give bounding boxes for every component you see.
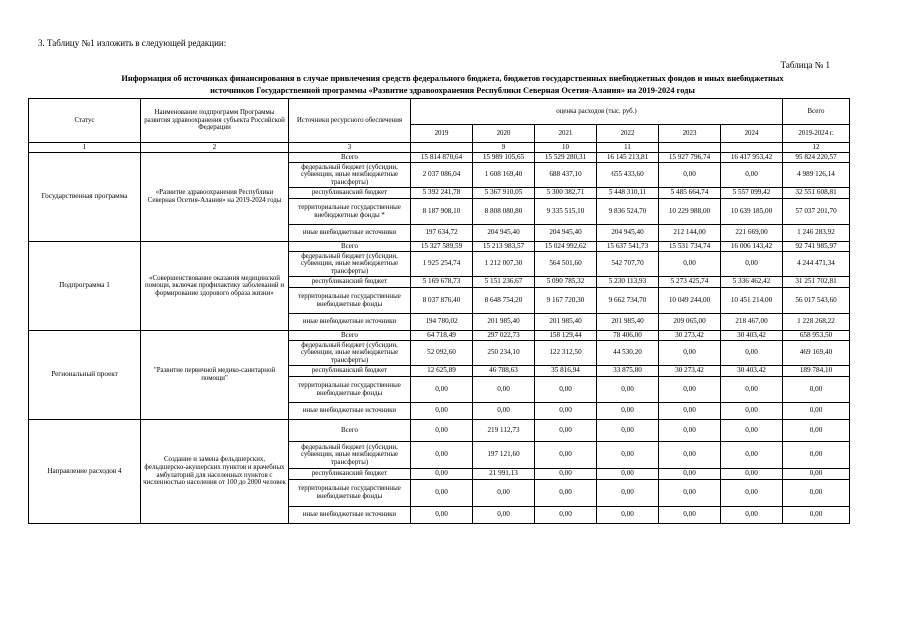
- value-cell: 201 985,40: [597, 314, 659, 331]
- value-cell: 209 065,00: [659, 314, 721, 331]
- row-program-name: «Совершенствование оказания медицинской помощи, включая профилактику заболеваний и формирование здорового образа жизни»: [141, 242, 289, 331]
- value-cell: 30 273,42: [659, 366, 721, 377]
- header-total: Всего: [783, 99, 850, 125]
- value-cell: 9 335 515,10: [535, 199, 597, 225]
- value-cell: 95 824 220,57: [783, 153, 850, 163]
- value-cell: 30 273,42: [659, 331, 721, 341]
- value-cell: 15 531 734,74: [659, 242, 721, 252]
- value-cell: 0,00: [721, 480, 783, 507]
- value-cell: 0,00: [783, 420, 850, 442]
- value-cell: 204 945,40: [473, 225, 535, 242]
- value-cell: 5 557 099,42: [721, 188, 783, 199]
- value-cell: 8 037 876,40: [411, 288, 473, 314]
- value-cell: 0,00: [473, 480, 535, 507]
- value-cell: 4 244 471,34: [783, 252, 850, 277]
- row-status: Региональный проект: [29, 331, 141, 420]
- source-label: республиканский бюджет: [289, 366, 411, 377]
- value-cell: 542 707,70: [597, 252, 659, 277]
- value-cell: 0,00: [721, 420, 783, 442]
- value-cell: 8 648 754,20: [473, 288, 535, 314]
- value-cell: 8 187 908,10: [411, 199, 473, 225]
- value-cell: 194 780,02: [411, 314, 473, 331]
- value-cell: 0,00: [473, 377, 535, 403]
- value-cell: 189 784,10: [783, 366, 850, 377]
- value-cell: 1 212 007,30: [473, 252, 535, 277]
- source-label: федеральный бюджет (субсидии, субвенции, иные межбюджетные трансферты): [289, 252, 411, 277]
- value-cell: 64 718,49: [411, 331, 473, 341]
- source-label: Всего: [289, 242, 411, 252]
- title-line-2: источников Государственной программы «Развитие здравоохранения Республики Северная Осетия-Алания» на 2019-2024 годы: [210, 86, 695, 95]
- value-cell: 0,00: [597, 403, 659, 420]
- value-cell: 30 403,42: [721, 331, 783, 341]
- source-label: иные внебюджетные источники: [289, 507, 411, 524]
- source-label: федеральный бюджет (субсидии, субвенции, иные межбюджетные трансферты): [289, 442, 411, 469]
- source-label: республиканский бюджет: [289, 469, 411, 480]
- column-number: [411, 143, 473, 153]
- value-cell: 10 229 988,00: [659, 199, 721, 225]
- value-cell: 0,00: [721, 507, 783, 524]
- row-program-name: "Развитие первичной медико-санитарной помощи": [141, 331, 289, 420]
- value-cell: 8 808 080,80: [473, 199, 535, 225]
- intro-text: 3. Таблицу №1 изложить в следующей редакции:: [38, 38, 227, 48]
- table-row: [29, 420, 850, 442]
- value-cell: 218 467,00: [721, 314, 783, 331]
- source-label: иные внебюджетные источники: [289, 314, 411, 331]
- value-cell: 5 273 425,74: [659, 277, 721, 288]
- source-label: иные внебюджетные источники: [289, 225, 411, 242]
- value-cell: 0,00: [411, 377, 473, 403]
- row-status: Подпрограмма 1: [29, 242, 141, 331]
- value-cell: 10 451 214,00: [721, 288, 783, 314]
- value-cell: 5 090 785,32: [535, 277, 597, 288]
- value-cell: 1 925 254,74: [411, 252, 473, 277]
- header-name: Наименование подпрограмм Программы развития здравоохранения субъекта Российской Федерации: [141, 99, 289, 143]
- source-label: территориальные государственные внебюджетные фонды: [289, 288, 411, 314]
- value-cell: 1 228 268,22: [783, 314, 850, 331]
- value-cell: 16 417 953,42: [721, 153, 783, 163]
- value-cell: 21 991,13: [473, 469, 535, 480]
- value-cell: 0,00: [597, 507, 659, 524]
- value-cell: 15 529 280,31: [535, 153, 597, 163]
- value-cell: 197 121,60: [473, 442, 535, 469]
- column-number: [659, 143, 721, 153]
- header-total-period: 2019-2024 г.: [783, 125, 850, 143]
- value-cell: 15 327 589,59: [411, 242, 473, 252]
- value-cell: 469 169,40: [783, 341, 850, 366]
- value-cell: 56 017 543,60: [783, 288, 850, 314]
- source-label: Всего: [289, 153, 411, 163]
- column-number: 11: [597, 143, 659, 153]
- value-cell: 0,00: [411, 442, 473, 469]
- value-cell: 0,00: [535, 507, 597, 524]
- value-cell: 201 985,40: [473, 314, 535, 331]
- value-cell: 212 144,00: [659, 225, 721, 242]
- value-cell: 0,00: [659, 403, 721, 420]
- value-cell: 5 169 678,73: [411, 277, 473, 288]
- column-number: [721, 143, 783, 153]
- table-number: Таблица № 1: [780, 60, 830, 70]
- value-cell: 5 485 664,74: [659, 188, 721, 199]
- header-year: 2019: [411, 125, 473, 143]
- value-cell: 5 336 462,42: [721, 277, 783, 288]
- value-cell: 16 006 143,42: [721, 242, 783, 252]
- value-cell: 0,00: [721, 377, 783, 403]
- value-cell: 0,00: [411, 480, 473, 507]
- value-cell: 0,00: [659, 377, 721, 403]
- column-number: 3: [289, 143, 411, 153]
- table-row: [29, 153, 850, 163]
- row-status: Государственная программа: [29, 153, 141, 242]
- value-cell: 0,00: [783, 403, 850, 420]
- value-cell: 0,00: [721, 469, 783, 480]
- value-cell: 0,00: [535, 377, 597, 403]
- header-year: 2023: [659, 125, 721, 143]
- value-cell: 10 049 244,00: [659, 288, 721, 314]
- value-cell: 0,00: [721, 442, 783, 469]
- value-cell: 0,00: [411, 420, 473, 442]
- value-cell: 0,00: [411, 507, 473, 524]
- value-cell: 31 251 702,81: [783, 277, 850, 288]
- value-cell: 122 312,50: [535, 341, 597, 366]
- value-cell: 0,00: [535, 403, 597, 420]
- source-label: территориальные государственные внебюджетные фонды *: [289, 199, 411, 225]
- value-cell: 78 406,00: [597, 331, 659, 341]
- value-cell: 30 403,42: [721, 366, 783, 377]
- source-label: федеральный бюджет (субсидии, субвенции, иные межбюджетные трансферты): [289, 341, 411, 366]
- value-cell: 2 037 086,04: [411, 163, 473, 188]
- row-program-name: Создание и замена фельдшерских, фельдшерско-акушерских пунктов и врачебных амбулаторий для населенных пунктов с численностью населения от 100 до 2000 человек: [141, 420, 289, 524]
- value-cell: 564 501,60: [535, 252, 597, 277]
- value-cell: 0,00: [659, 507, 721, 524]
- source-label: Всего: [289, 331, 411, 341]
- value-cell: 0,00: [535, 420, 597, 442]
- value-cell: 46 788,63: [473, 366, 535, 377]
- value-cell: 9 836 524,70: [597, 199, 659, 225]
- title-line-1: Информация об источниках финансирования в случае привлечения средств федерального бюджета, бюджетов государственных внебюджетных фондов и иных внебюджетных: [121, 74, 784, 83]
- value-cell: 15 637 541,73: [597, 242, 659, 252]
- value-cell: 0,00: [411, 469, 473, 480]
- value-cell: 15 024 992,62: [535, 242, 597, 252]
- value-cell: 297 022,73: [473, 331, 535, 341]
- header-year: 2022: [597, 125, 659, 143]
- value-cell: 15 927 796,74: [659, 153, 721, 163]
- header-estimate: оценка расходов (тыс. руб.): [411, 99, 783, 125]
- column-number: 9: [473, 143, 535, 153]
- value-cell: 35 816,94: [535, 366, 597, 377]
- value-cell: 5 151 236,67: [473, 277, 535, 288]
- value-cell: 0,00: [535, 469, 597, 480]
- value-cell: 0,00: [659, 420, 721, 442]
- value-cell: 52 092,60: [411, 341, 473, 366]
- source-label: федеральный бюджет (субсидии, субвенции, иные межбюджетные трансферты): [289, 163, 411, 188]
- value-cell: 4 989 126,14: [783, 163, 850, 188]
- value-cell: 57 037 201,70: [783, 199, 850, 225]
- value-cell: 0,00: [659, 252, 721, 277]
- source-label: территориальные государственные внебюджетные фонды: [289, 480, 411, 507]
- table-row: [29, 331, 850, 341]
- header-year: 2021: [535, 125, 597, 143]
- row-status: Направление расходов 4: [29, 420, 141, 524]
- value-cell: 0,00: [597, 480, 659, 507]
- value-cell: 15 814 870,64: [411, 153, 473, 163]
- value-cell: 204 945,40: [597, 225, 659, 242]
- column-number: 1: [29, 143, 141, 153]
- header-year: 2024: [721, 125, 783, 143]
- table-title: [30, 73, 875, 97]
- value-cell: 250 234,10: [473, 341, 535, 366]
- value-cell: 0,00: [783, 480, 850, 507]
- value-cell: 0,00: [473, 507, 535, 524]
- financing-table: [28, 98, 850, 524]
- column-number: 10: [535, 143, 597, 153]
- header-year: 2020: [473, 125, 535, 143]
- value-cell: 33 875,80: [597, 366, 659, 377]
- value-cell: 44 530,20: [597, 341, 659, 366]
- source-label: иные внебюджетные источники: [289, 403, 411, 420]
- value-cell: 658 953,50: [783, 331, 850, 341]
- source-label: республиканский бюджет: [289, 188, 411, 199]
- value-cell: 0,00: [659, 341, 721, 366]
- value-cell: 0,00: [659, 480, 721, 507]
- value-cell: 12 625,89: [411, 366, 473, 377]
- value-cell: 0,00: [597, 442, 659, 469]
- value-cell: 15 989 105,65: [473, 153, 535, 163]
- value-cell: 0,00: [783, 507, 850, 524]
- source-label: территориальные государственные внебюджетные фонды: [289, 377, 411, 403]
- value-cell: 92 741 985,97: [783, 242, 850, 252]
- header-status: Статус: [29, 99, 141, 143]
- value-cell: 204 945,40: [535, 225, 597, 242]
- value-cell: 16 145 213,81: [597, 153, 659, 163]
- value-cell: 0,00: [659, 469, 721, 480]
- value-cell: 0,00: [659, 163, 721, 188]
- value-cell: 688 437,10: [535, 163, 597, 188]
- value-cell: 0,00: [597, 469, 659, 480]
- value-cell: 655 433,60: [597, 163, 659, 188]
- value-cell: 9 662 734,70: [597, 288, 659, 314]
- value-cell: 5 367 910,05: [473, 188, 535, 199]
- value-cell: 9 167 720,30: [535, 288, 597, 314]
- value-cell: 0,00: [721, 341, 783, 366]
- column-number: 12: [783, 143, 850, 153]
- value-cell: 32 551 608,81: [783, 188, 850, 199]
- source-label: республиканский бюджет: [289, 277, 411, 288]
- value-cell: 0,00: [721, 252, 783, 277]
- value-cell: 0,00: [721, 403, 783, 420]
- value-cell: 5 300 382,71: [535, 188, 597, 199]
- value-cell: 1 246 283,92: [783, 225, 850, 242]
- value-cell: 0,00: [783, 442, 850, 469]
- value-cell: 10 639 185,00: [721, 199, 783, 225]
- value-cell: 201 985,40: [535, 314, 597, 331]
- value-cell: 219 112,73: [473, 420, 535, 442]
- value-cell: 0,00: [659, 442, 721, 469]
- value-cell: 0,00: [535, 442, 597, 469]
- value-cell: 5 392 241,78: [411, 188, 473, 199]
- value-cell: 0,00: [597, 420, 659, 442]
- column-number: 2: [141, 143, 289, 153]
- value-cell: 197 634,72: [411, 225, 473, 242]
- value-cell: 0,00: [597, 377, 659, 403]
- value-cell: 0,00: [783, 377, 850, 403]
- value-cell: 158 129,44: [535, 331, 597, 341]
- value-cell: 221 669,00: [721, 225, 783, 242]
- value-cell: 0,00: [783, 469, 850, 480]
- value-cell: 0,00: [473, 403, 535, 420]
- header-source: Источники ресурсного обеспечения: [289, 99, 411, 143]
- row-program-name: «Развитие здравоохранения Республики Северная Осетия-Алания» на 2019-2024 годы: [141, 153, 289, 242]
- value-cell: 15 213 983,57: [473, 242, 535, 252]
- value-cell: 0,00: [411, 403, 473, 420]
- source-label: Всего: [289, 420, 411, 442]
- table-row: [29, 242, 850, 252]
- value-cell: 0,00: [535, 480, 597, 507]
- value-cell: 5 230 113,93: [597, 277, 659, 288]
- value-cell: 5 448 310,11: [597, 188, 659, 199]
- value-cell: 1 608 169,40: [473, 163, 535, 188]
- value-cell: 0,00: [721, 163, 783, 188]
